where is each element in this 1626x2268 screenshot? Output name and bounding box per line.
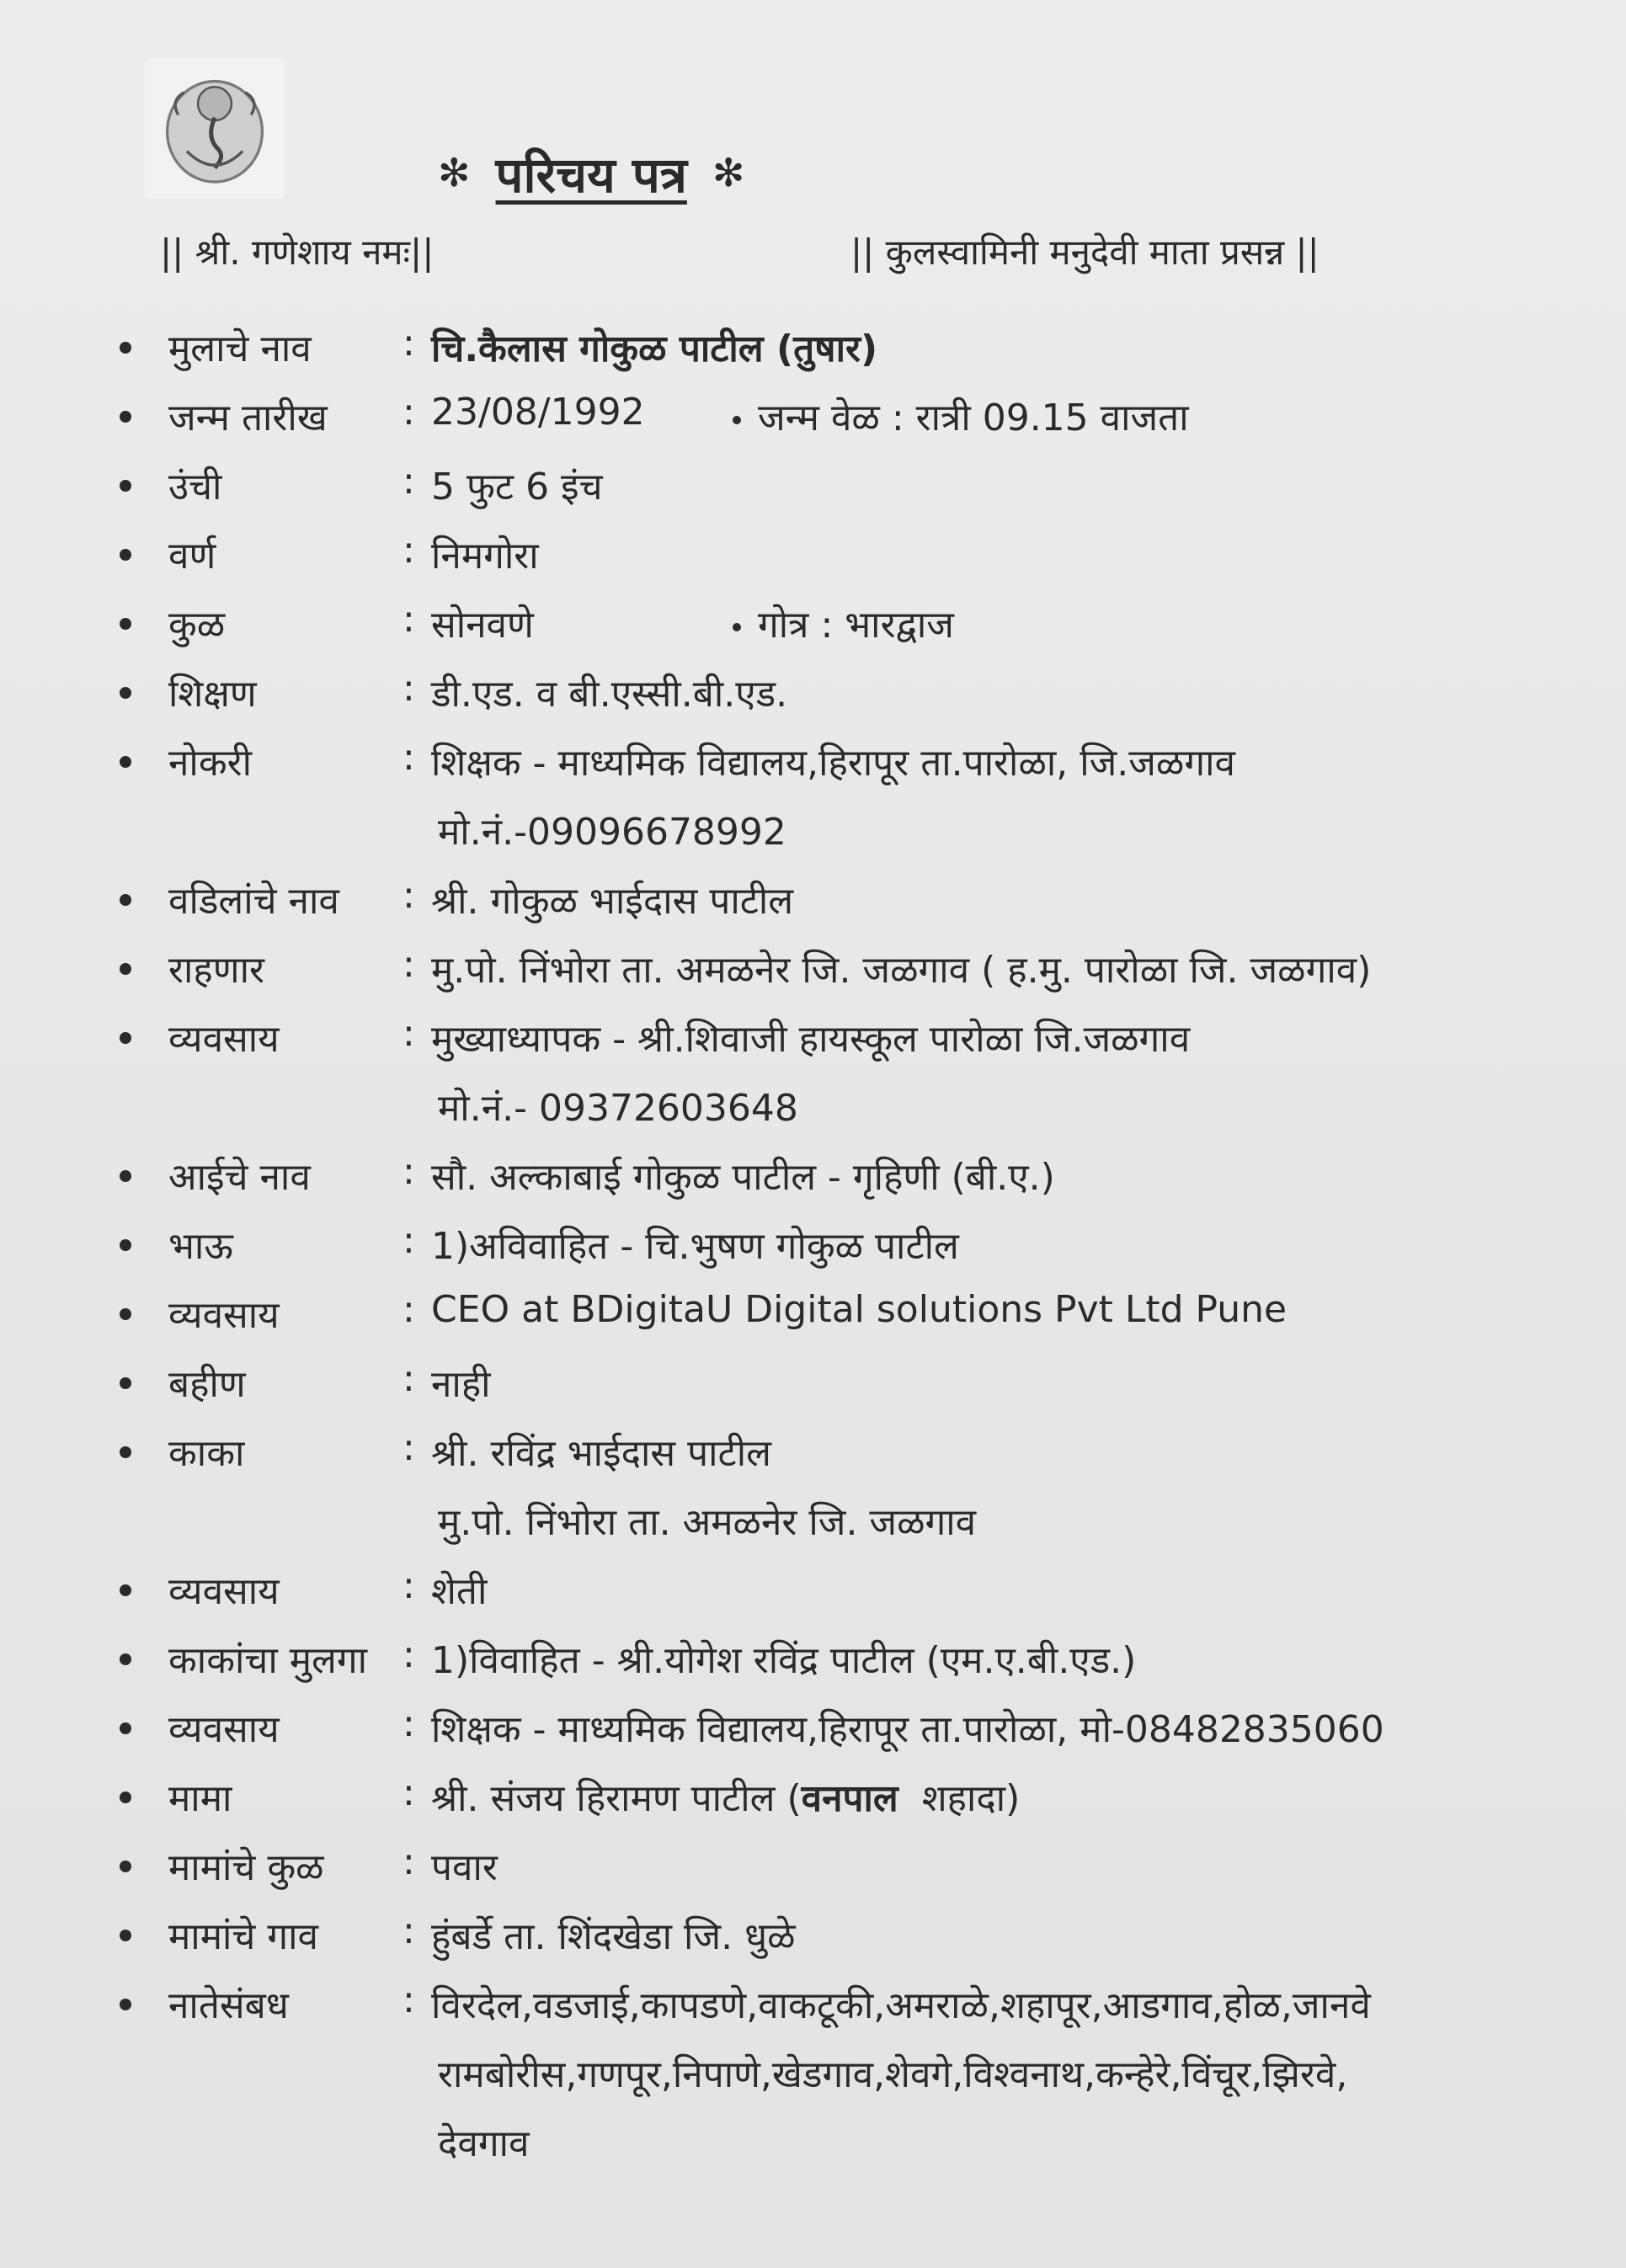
row-value: विरदेल,वडजाई,कापडणे,वाकटूकी,अमराळे,शहापूर,आडगाव,होळ,जानवे — [431, 1984, 1371, 2027]
row-mother-name — [0, 1140, 1626, 1209]
row-value: निमगोरा — [431, 535, 539, 578]
row-brother-occupation — [0, 1278, 1626, 1347]
bullet-icon — [120, 1377, 131, 1389]
row-label: नोकरी — [168, 742, 252, 785]
row-label: मामा — [168, 1777, 232, 1820]
ganesh-logo-icon — [145, 59, 285, 199]
row-label: व्यवसाय — [168, 1570, 280, 1613]
colon: : — [403, 1978, 415, 2021]
row-value: मु.पो. निंभोरा ता. अमळनेर जि. जळगाव ( ह.मु. पारोळा जि. जळगाव) — [431, 949, 1372, 992]
row-birthdate — [0, 381, 1626, 450]
row-label: मुलाचे नाव — [168, 327, 312, 370]
row-maternal-village — [0, 1899, 1626, 1968]
row-sister — [0, 1347, 1626, 1416]
row-label: काका — [168, 1432, 245, 1475]
row-brother — [0, 1209, 1626, 1278]
row-value: शिक्षक - माध्यमिक विद्यालय,हिरापूर ता.पारोळा, जि.जळगाव — [431, 742, 1236, 785]
colon: : — [403, 1564, 415, 1607]
colon: : — [403, 874, 415, 917]
star-left-icon: ✻ — [438, 150, 471, 195]
colon: : — [403, 460, 415, 503]
row-label: कुळ — [168, 604, 226, 647]
row-label: मामांचे गाव — [168, 1915, 318, 1958]
bullet-icon — [120, 1999, 131, 2010]
bullet-icon — [120, 549, 131, 561]
colon: : — [403, 1357, 415, 1400]
row-uncle — [0, 1416, 1626, 1554]
row-value: डी.एड. व बी.एस्सी.बी.एड. — [431, 673, 788, 716]
row-label: नातेसंबध — [168, 1984, 289, 2027]
bullet-icon — [120, 1584, 131, 1596]
colon: : — [403, 1288, 415, 1331]
row-cousin — [0, 1623, 1626, 1692]
value-highlight: वनपाल — [801, 1777, 898, 1820]
colon: : — [403, 1702, 415, 1745]
row-relations — [0, 1968, 1626, 2175]
row-label: व्यवसाय — [168, 1708, 280, 1751]
colon: : — [403, 736, 415, 779]
row-label: व्यवसाय — [168, 1018, 280, 1061]
colon: : — [403, 667, 415, 710]
row-label: आईचे नाव — [168, 1156, 311, 1199]
row-label: मामांचे कुळ — [168, 1846, 324, 1889]
row-value: सोनवणे — [431, 604, 534, 647]
row-value: पवार — [431, 1846, 498, 1889]
colon: : — [403, 529, 415, 572]
bullet-icon — [120, 756, 131, 768]
bullet-icon — [120, 1446, 131, 1458]
colon: : — [403, 1426, 415, 1469]
value-part: श्री. संजय हिरामण पाटील ( — [431, 1777, 802, 1820]
bullet-icon — [120, 894, 131, 906]
colon: : — [403, 1219, 415, 1262]
bullet-icon — [120, 963, 131, 975]
row-label: राहणार — [168, 949, 264, 992]
colon: : — [403, 1012, 415, 1055]
gotra: गोत्र : भारद्वाज — [758, 604, 954, 647]
row-label: शिक्षण — [168, 673, 257, 716]
row-value: हुंबर्डे ता. शिंदखेडा जि. धुळे — [431, 1915, 796, 1958]
row-value: नाही — [431, 1363, 491, 1406]
bullet-icon — [120, 1239, 131, 1251]
row-value: श्री. गोकुळ भाईदास पाटील — [431, 880, 794, 923]
row-label: जन्म तारीख — [168, 397, 328, 439]
title-text: परिचय पत्र — [495, 146, 687, 204]
row-name — [0, 311, 1626, 381]
row-value: CEO at BDigitaU Digital solutions Pvt Ltd Pune — [431, 1288, 1287, 1331]
row-complexion — [0, 519, 1626, 588]
bullet-icon — [120, 342, 131, 354]
row-value: शिक्षक - माध्यमिक विद्यालय,हिरापूर ता.पारोळा, मो-08482835060 — [431, 1708, 1384, 1751]
row-extra — [733, 391, 1189, 441]
row-label: बहीण — [168, 1363, 246, 1406]
colon: : — [403, 1840, 415, 1883]
bullet-icon — [120, 1930, 131, 1941]
row-label: व्यवसाय — [168, 1294, 280, 1337]
row-clan — [0, 588, 1626, 657]
colon: : — [403, 598, 415, 641]
row-value: शेती — [431, 1570, 488, 1613]
bullet-icon — [120, 1032, 131, 1044]
row-residence — [0, 933, 1626, 1002]
blessing-right: || कुलस्वामिनी मनुदेवी माता प्रसन्न || — [850, 232, 1319, 273]
row-value-line2: मु.पो. निंभोरा ता. अमळनेर जि. जळगाव — [438, 1501, 977, 1544]
row-value: 23/08/1992 — [431, 391, 645, 434]
row-label: वडिलांचे नाव — [168, 880, 339, 923]
row-value: सौ. अल्काबाई गोकुळ पाटील - गृहिणी (बी.ए.) — [431, 1156, 1055, 1199]
birth-time: जन्म वेळ : रात्री 09.15 वाजता — [758, 397, 1189, 439]
row-value: श्री. रविंद्र भाईदास पाटील — [431, 1432, 771, 1475]
row-value: 1)अविवाहित - चि.भुषण गोकुळ पाटील — [431, 1225, 959, 1268]
row-maternal-clan — [0, 1830, 1626, 1899]
row-extra — [733, 598, 954, 648]
row-label: भाऊ — [168, 1225, 233, 1268]
row-cousin-occupation — [0, 1692, 1626, 1761]
row-value: चि.कैलास गोकुळ पाटील (तुषार) — [431, 327, 878, 370]
bullet-icon — [120, 1792, 131, 1803]
bullet-icon — [120, 411, 131, 423]
row-father-occupation — [0, 1002, 1626, 1140]
row-value: मुख्याध्यापक - श्री.शिवाजी हायस्कूल पारोळा जि.जळगाव — [431, 1018, 1191, 1061]
colon: : — [403, 1633, 415, 1676]
row-value-line2: मो.नं.-09096678992 — [438, 811, 786, 854]
bullet-icon — [120, 1722, 131, 1734]
page-title — [438, 135, 876, 210]
row-value-line3: देवगाव — [438, 2122, 530, 2165]
row-label: उंची — [168, 466, 222, 508]
row-label: काकांचा मुलगा — [168, 1639, 368, 1682]
bullet-icon — [120, 480, 131, 492]
row-maternal-uncle — [0, 1761, 1626, 1830]
biodata-list — [0, 311, 1626, 2175]
colon: : — [403, 322, 415, 365]
row-label: वर्ण — [168, 535, 216, 578]
bullet-icon — [120, 618, 131, 630]
row-father-name — [0, 864, 1626, 933]
row-value-line2: मो.नं.- 09372603648 — [438, 1087, 798, 1130]
colon: : — [403, 943, 415, 986]
value-part: शहादा) — [898, 1777, 1021, 1820]
colon: : — [403, 1150, 415, 1193]
bullet-icon — [733, 623, 741, 631]
row-value: 5 फुट 6 इंच — [431, 466, 603, 508]
bullet-icon — [120, 1861, 131, 1872]
bullet-icon — [120, 1308, 131, 1320]
row-value — [431, 1771, 1020, 1822]
colon: : — [403, 391, 415, 434]
bullet-icon — [120, 1653, 131, 1665]
bullet-icon — [733, 416, 741, 424]
row-height — [0, 450, 1626, 519]
star-right-icon: ✻ — [712, 150, 745, 195]
row-education — [0, 657, 1626, 726]
bullet-icon — [120, 1170, 131, 1182]
colon: : — [403, 1909, 415, 1952]
row-uncle-occupation — [0, 1554, 1626, 1623]
row-job — [0, 726, 1626, 864]
row-value-line2: रामबोरीस,गणपूर,निपाणे,खेडगाव,शेवगे,विश्वनाथ,कन्हेरे,विंचूर,झिरवे, — [438, 2053, 1348, 2096]
bullet-icon — [120, 687, 131, 699]
colon: : — [403, 1771, 415, 1814]
blessing-left: || श्री. गणेशाय नमः|| — [160, 232, 434, 273]
row-value: 1)विवाहित - श्री.योगेश रविंद्र पाटील (एम.ए.बी.एड.) — [431, 1639, 1137, 1682]
